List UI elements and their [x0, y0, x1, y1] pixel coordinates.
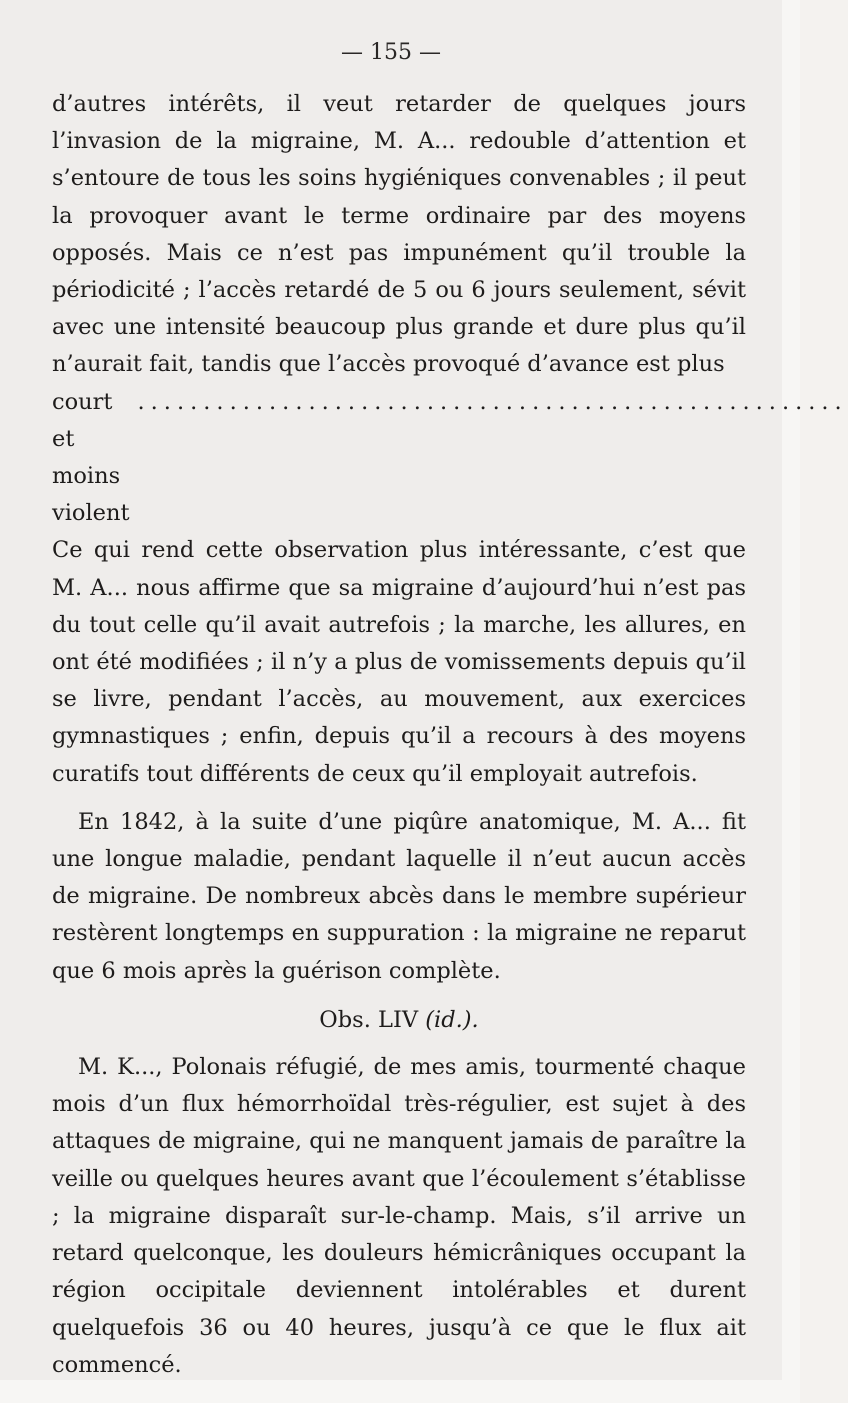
body-text	[52, 86, 848, 1384]
leader-dots: ......................................................	[137, 388, 848, 415]
page-margin-right	[782, 0, 800, 1403]
paragraph-4: M. K..., Polonais réfugié, de mes amis, tourmenté chaque mois d’un flux hémorrhoïdal très-régulier, est sujet à des attaques de migraine, qui ne manquent jamais de paraître la veille ou quelques heures avant que l’écoulement s’établisse ; la migraine disparaît sur-le-champ. Mais, s’il arrive un retard quelconque, les douleurs hémicrâniques occupant la région occipitale deviennent intolérables et durent quelquefois 36 ou 40 heures, jusqu’à ce que le flux ait commencé.	[52, 1054, 746, 1378]
paragraph-1: d’autres intérêts, il veut retarder de quelques jours l’invasion de la migraine, M. A... redouble d’attention et s’entoure de tous les soins hygiéniques convenables ; il peut la provoquer avant le terme ordinaire par des moyens opposés. Mais ce n’est pas impunément qu’il trouble la périodicité ; l’accès retardé de 5 ou 6 jours seulement, sévit avec une intensité beaucoup plus grande et dure plus qu’il n’aurait fait, tandis que l’accès provoqué d’avance est plus	[52, 91, 746, 378]
observation-id: (id.).	[425, 1006, 479, 1033]
observation-number: Obs. LIV	[319, 1006, 419, 1033]
observation-heading	[52, 1002, 746, 1039]
page-number: — 155 —	[341, 40, 441, 65]
paragraph-2: Ce qui rend cette observation plus intéressante, c’est que M. A... nous affirme que sa migraine d’aujourd’hui n’est pas du tout celle qu’il avait autrefois ; la marche, les allures, en ont été modifiées ; il n’y a plus de vomissements depuis qu’il se livre, pendant l’accès, au mouvement, aux exercices gymnastiques ; enfin, depuis qu’il a recours à des moyens curatifs tout différents de ceux qu’il employait autrefois.	[52, 537, 746, 787]
paragraph-3: En 1842, à la suite d’une piqûre anatomique, M. A... fit une longue maladie, pendant laquelle il n’eut aucun accès de migraine. De nombreux abcès dans le membre supérieur restèrent longtemps en suppuration : la migraine ne reparut que 6 mois après la guérison complète.	[52, 808, 746, 984]
paragraph-1-last-words: court et moins violent	[52, 388, 130, 527]
paragraph-1-ending	[52, 384, 848, 533]
